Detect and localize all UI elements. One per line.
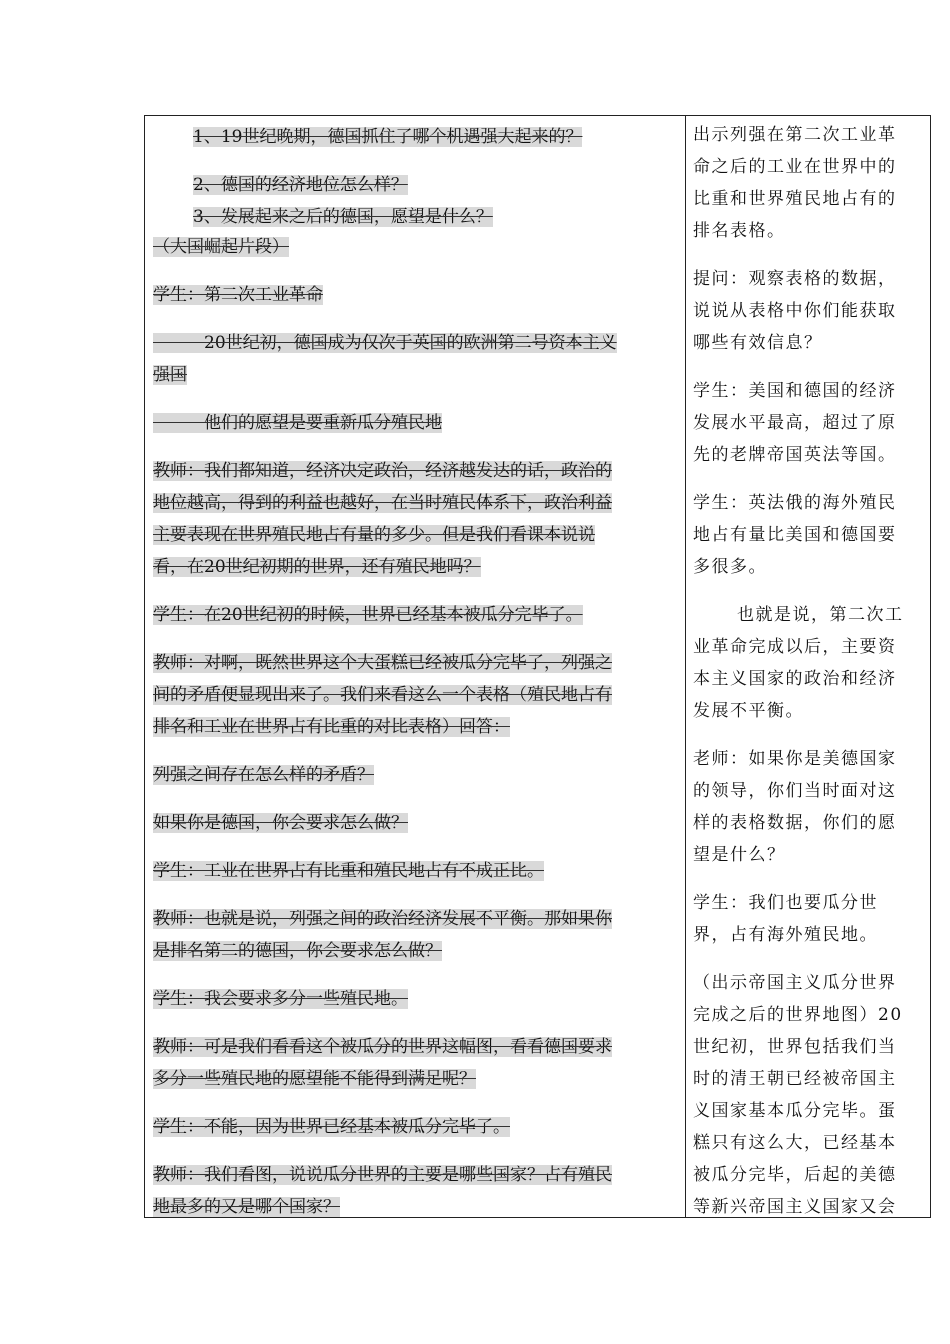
right_lines-line-text: 也就是说，第二次工: [737, 605, 904, 625]
right_lines-line: [693, 1130, 897, 1156]
right_lines-line-text: 世纪初，世界包括我们当: [693, 1037, 897, 1057]
left_lines-line-text: 20世纪初，德国成为仅次于英国的欧洲第二号资本主义: [153, 333, 617, 353]
left_lines-line: [153, 986, 408, 1012]
right_lines-line: [693, 266, 897, 292]
left_lines-line: [193, 204, 493, 230]
right_lines-line-text: 本主义国家的政治和经济: [693, 669, 897, 689]
left_lines-line-text: 教师：我们看图，说说瓜分世界的主要是哪些国家？占有殖民: [153, 1165, 612, 1185]
right_lines-line-text: 先的老牌帝国英法等国。: [693, 445, 897, 465]
right_lines-line: [693, 522, 897, 548]
left_lines-line-text: 他们的愿望是要重新瓜分殖民地: [153, 413, 442, 433]
right_lines-line: [693, 1002, 903, 1028]
right_lines-line-text: 望是什么？: [693, 845, 786, 865]
left_lines-line: [153, 682, 612, 708]
right_lines-line-text: 发展不平衡。: [693, 701, 804, 721]
left_lines-line: [153, 330, 617, 356]
right_lines-line: [693, 890, 878, 916]
left_lines-line-text: （大国崛起片段）: [153, 237, 289, 257]
right_lines-line-text: 义国家基本瓜分完毕。蛋: [693, 1101, 897, 1121]
left_lines-line: [153, 714, 510, 740]
right_lines-line: [693, 410, 897, 436]
left_lines-line: [153, 362, 187, 388]
right_lines-line: [693, 186, 897, 212]
right_lines-line: [693, 778, 897, 804]
left_lines-line-text: 看，在20世纪初期的世界，还有殖民地吗？: [153, 557, 481, 577]
right_lines-line-text: 糕只有这么大，已经基本: [693, 1133, 897, 1153]
right_lines-line-text: 命之后的工业在世界中的: [693, 157, 897, 177]
left_lines-line: [153, 858, 544, 884]
right_lines-line-text: 地占有量比美国和德国要: [693, 525, 897, 545]
left_lines-line: [153, 602, 583, 628]
left_lines-line: [153, 1066, 476, 1092]
right_lines-line: [693, 154, 897, 180]
left_lines-line-text: 教师：也就是说，列强之间的政治经济发展不平衡。那如果你: [153, 909, 612, 929]
lesson-table: [144, 115, 931, 1218]
left_lines-line-text: 强国: [153, 365, 187, 385]
left_lines-line-text: 教师：对啊，既然世界这个大蛋糕已经被瓜分完毕了，列强之: [153, 653, 612, 673]
right_lines-line: [693, 122, 897, 148]
right_lines-line: [693, 554, 767, 580]
right_lines-line-text: 多很多。: [693, 557, 767, 577]
left_lines-line-text: 3、发展起来之后的德国，愿望是什么？: [193, 207, 493, 227]
left_lines-line: [153, 762, 374, 788]
column-divider: [685, 116, 686, 1217]
right_lines-line: [693, 970, 897, 996]
left_lines-line-text: 学生：在20世纪初的时候，世界已经基本被瓜分完毕了。: [153, 605, 583, 625]
right_lines-line-text: 学生：美国和德国的经济: [693, 381, 897, 401]
left_lines-line-text: 学生：工业在世界占有比重和殖民地占有不成正比。: [153, 861, 544, 881]
right_lines-line: [737, 602, 904, 628]
left_lines-line-text: 地最多的又是哪个国家？: [153, 1197, 340, 1217]
right_lines-line: [693, 490, 897, 516]
left_lines-line: [153, 1114, 510, 1140]
right_lines-line: [693, 378, 897, 404]
right_lines-line-text: 被瓜分完毕，后起的美德: [693, 1165, 897, 1185]
right_lines-line: [693, 1098, 897, 1124]
left_lines-line: [153, 810, 408, 836]
right_lines-line: [693, 634, 897, 660]
right_lines-line: [693, 842, 786, 868]
left_lines-line-text: 如果你是德国，你会要求怎么做？: [153, 813, 408, 833]
right_lines-line: [693, 1162, 897, 1188]
right_lines-line: [693, 330, 823, 356]
left_lines-line-text: 排名和工业在世界占有比重的对比表格）回答：: [153, 717, 510, 737]
left_lines-line-text: 主要表现在世界殖民地占有量的多少。但是我们看课本说说: [153, 525, 595, 545]
right_lines-line-text: 出示列强在第二次工业革: [693, 125, 897, 145]
right_lines-line: [693, 810, 897, 836]
left_lines-line: [153, 1034, 612, 1060]
right_lines-line-text: 排名表格。: [693, 221, 786, 241]
right_lines-line: [693, 666, 897, 692]
left_lines-line: [153, 410, 442, 436]
right_lines-line-text: 界，占有海外殖民地。: [693, 925, 878, 945]
right_lines-line: [693, 922, 878, 948]
right_lines-line: [693, 1194, 897, 1220]
right_lines-line: [693, 1066, 897, 1092]
right_lines-line-text: 说说从表格中你们能获取: [693, 301, 897, 321]
left_lines-line-text: 1、19世纪晚期，德国抓住了哪个机遇强大起来的？: [193, 127, 583, 147]
right_lines-line: [693, 746, 897, 772]
left_lines-line-text: 学生：不能，因为世界已经基本被瓜分完毕了。: [153, 1117, 510, 1137]
left_lines-line-text: 教师：我们都知道，经济决定政治，经济越发达的话，政治的: [153, 461, 612, 481]
right_lines-line-text: 发展水平最高，超过了原: [693, 413, 897, 433]
left_lines-line-text: 2、德国的经济地位怎么样？: [193, 175, 408, 195]
left_lines-line-text: 学生：第二次工业革命: [153, 285, 323, 305]
left_lines-line: [153, 906, 612, 932]
right_lines-line-text: 哪些有效信息？: [693, 333, 823, 353]
right_lines-line-text: 的领导，你们当时面对这: [693, 781, 897, 801]
left_lines-line-text: 多分一些殖民地的愿望能不能得到满足呢？: [153, 1069, 476, 1089]
right_lines-line: [693, 298, 897, 324]
left_lines-line: [193, 172, 408, 198]
left_lines-line: [153, 522, 595, 548]
left_lines-line: [153, 650, 612, 676]
right_lines-line-text: 等新兴帝国主义国家又会: [693, 1197, 897, 1217]
right_lines-line-text: 学生：英法俄的海外殖民: [693, 493, 897, 513]
right_lines-line: [693, 218, 786, 244]
right_lines-line-text: 提问：观察表格的数据，: [693, 269, 897, 289]
left_lines-line: [193, 124, 582, 150]
right_lines-line-text: 样的表格数据，你们的愿: [693, 813, 897, 833]
left_lines-line-text: 列强之间存在怎么样的矛盾？: [153, 765, 374, 785]
left_lines-line: [153, 1162, 612, 1188]
left_lines-line: [153, 1194, 340, 1220]
left_lines-line: [153, 554, 481, 580]
right_lines-line-text: 业革命完成以后，主要资: [693, 637, 897, 657]
left_lines-line: [153, 458, 612, 484]
right_lines-line-text: 完成之后的世界地图）20: [693, 1005, 903, 1025]
right_lines-line: [693, 1034, 897, 1060]
left_lines-line: [153, 938, 442, 964]
right_lines-line-text: 时的清王朝已经被帝国主: [693, 1069, 897, 1089]
right_lines-line-text: （出示帝国主义瓜分世界: [693, 973, 897, 993]
right_lines-line-text: 老师：如果你是美德国家: [693, 749, 897, 769]
right_lines-line: [693, 698, 804, 724]
right_lines-line: [693, 442, 897, 468]
left_lines-line: [153, 490, 612, 516]
right_lines-line-text: 比重和世界殖民地占有的: [693, 189, 897, 209]
left_lines-line-text: 地位越高，得到的利益也越好，在当时殖民体系下，政治利益: [153, 493, 612, 513]
left_lines-line: [153, 234, 289, 260]
left_lines-line-text: 学生：我会要求多分一些殖民地。: [153, 989, 408, 1009]
left_lines-line-text: 间的矛盾便显现出来了。我们来看这么一个表格（殖民地占有: [153, 685, 612, 705]
left_lines-line-text: 教师：可是我们看看这个被瓜分的世界这幅图，看看德国要求: [153, 1037, 612, 1057]
left_lines-line-text: 是排名第二的德国，你会要求怎么做？: [153, 941, 442, 961]
right_lines-line-text: 学生：我们也要瓜分世: [693, 893, 878, 913]
left_lines-line: [153, 282, 323, 308]
